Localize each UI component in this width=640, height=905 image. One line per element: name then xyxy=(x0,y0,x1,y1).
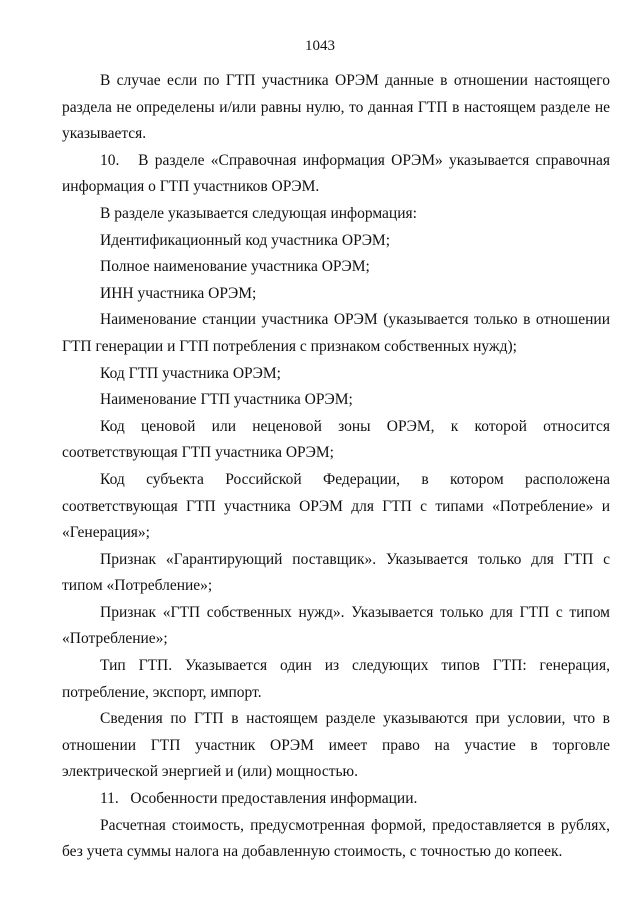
section-10-heading: 10. В разделе «Справочная информация ОРЭМ» указывается справочная информация о ГТП участников ОРЭМ. xyxy=(62,151,610,196)
paragraph-cost: Расчетная стоимость, предусмотренная формой, предоставляется в рублях, без учета суммы налога на добавленную стоимость, с точностью до копеек. xyxy=(62,816,610,861)
list-item: Наименование станции участника ОРЭМ (указывается только в отношении ГТП генерации и ГТП потребления с признаком собственных нужд); xyxy=(62,311,610,355)
paragraph-intro: В случае если по ГТП участника ОРЭМ данные в отношении настоящего раздела не определены и/или равны нулю, то данная ГТП в настоящем разделе не указывается. xyxy=(62,72,610,143)
list-item: Признак «ГТП собственных нужд». Указывается только для ГТП с типом «Потребление»; xyxy=(62,603,610,648)
document-body xyxy=(62,68,610,866)
list-item: Код ценовой или неценовой зоны ОРЭМ, к которой относится соответствующая ГТП участника ОРЭМ; xyxy=(62,417,610,462)
list-item: Полное наименование участника ОРЭМ; xyxy=(100,258,370,276)
list-item: Идентификационный код участника ОРЭМ; xyxy=(100,231,391,249)
paragraph-conditions: Сведения по ГТП в настоящем разделе указываются при условии, что в отношении ГТП участник ОРЭМ имеет право на участие в торговле электрической энергией и (или) мощностью. xyxy=(62,710,610,781)
list-item: Код ГТП участника ОРЭМ; xyxy=(100,364,281,382)
list-item: Тип ГТП. Указывается один из следующих типов ГТП: генерация, потребление, экспорт, импорт. xyxy=(62,657,610,701)
list-intro: В разделе указывается следующая информация: xyxy=(100,204,417,222)
list-item: ИНН участника ОРЭМ; xyxy=(100,284,257,302)
list-item: Наименование ГТП участника ОРЭМ; xyxy=(100,391,353,409)
list-item: Код субъекта Российской Федерации, в котором расположена соответствующая ГТП участника ОРЭМ для ГТП с типами «Потребление» и «Генерация»; xyxy=(62,470,610,542)
page-number: 1043 xyxy=(305,38,335,54)
list-item: Признак «Гарантирующий поставщик». Указывается только для ГТП с типом «Потребление»; xyxy=(62,550,610,595)
section-11-heading: 11. Особенности предоставления информации. xyxy=(100,790,418,808)
